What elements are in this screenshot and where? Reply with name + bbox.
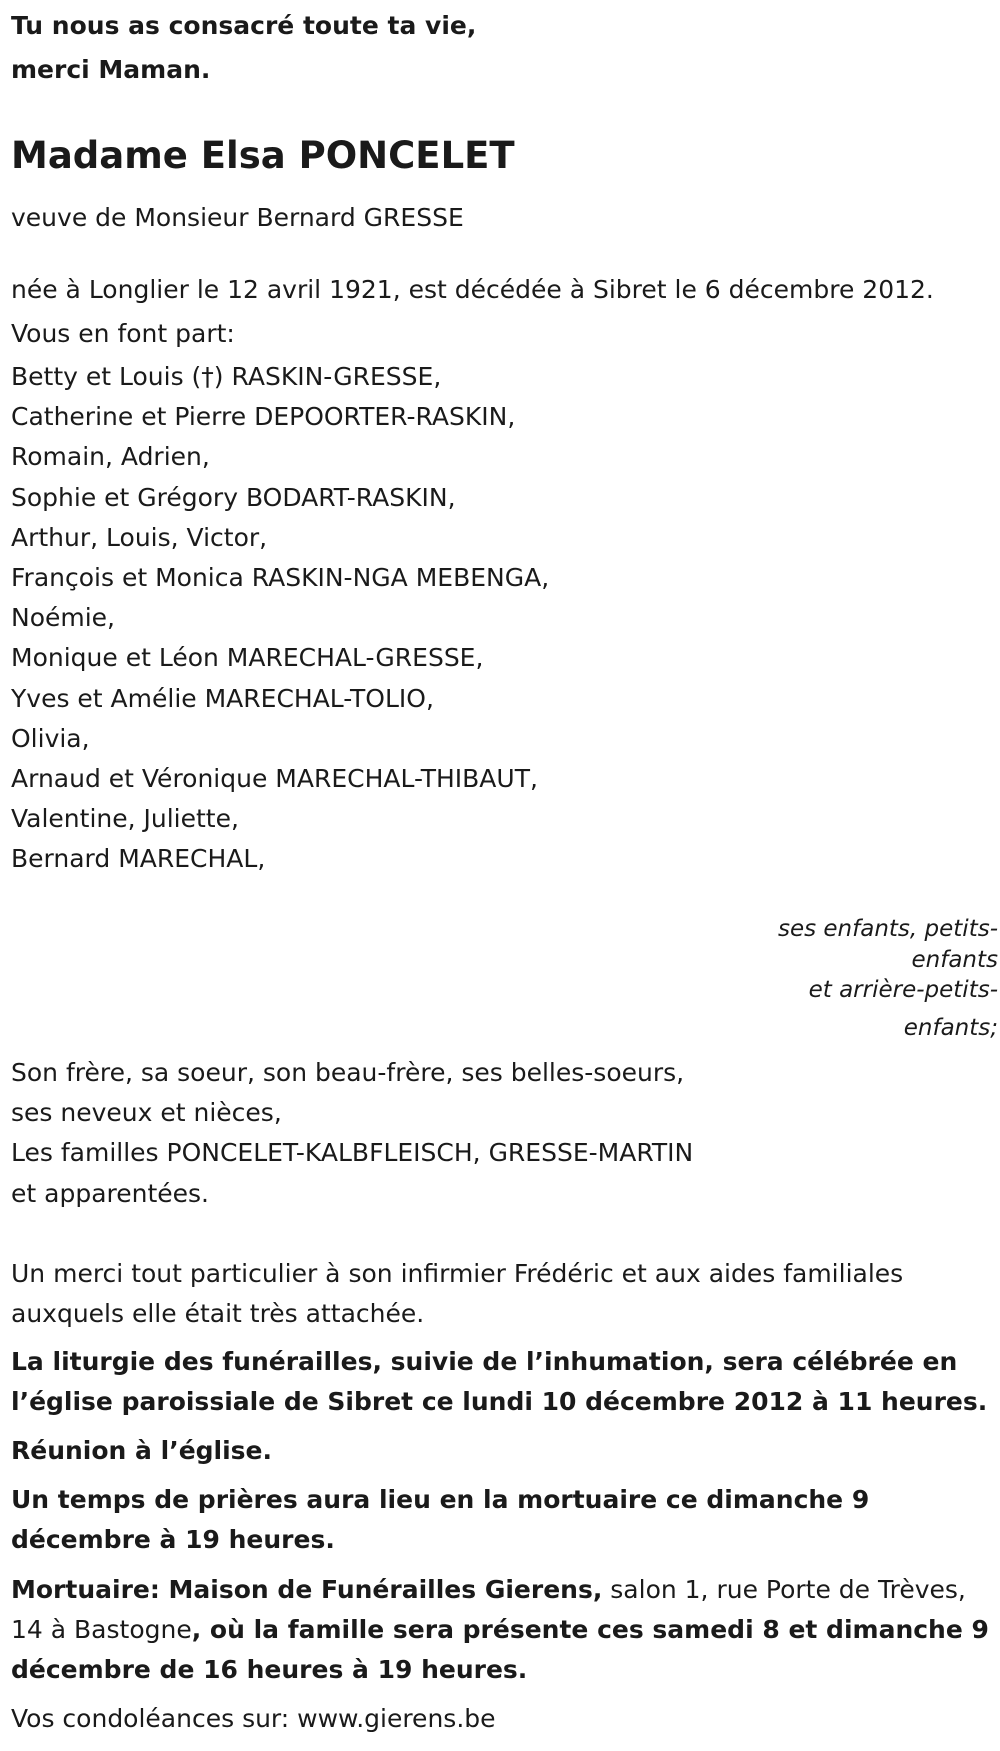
family-name: Romain, Adrien,: [11, 442, 210, 472]
family-name: Monique et Léon MARECHAL-GRESSE,: [11, 643, 484, 673]
condolences: Vos condoléances sur: www.gierens.be: [11, 1704, 496, 1733]
prayer: [11, 1480, 996, 1560]
family-name: Noémie,: [11, 603, 116, 633]
thanks: [11, 1254, 996, 1334]
relation-note-2: [809, 975, 998, 1050]
relation-line-1: ses enfants, petits-: [777, 916, 998, 942]
mortuary-presence-2: décembre de 16 heures à 19 heures.: [11, 1655, 528, 1684]
relation-note: [778, 914, 998, 976]
prayer-line-2: décembre à 19 heures.: [11, 1525, 335, 1554]
epigraph-line-2: merci Maman.: [11, 55, 211, 84]
mortuary-presence-1: , où la famille sera présente ces samedi 8 et dimanche 9: [191, 1615, 989, 1644]
epigraph-line-1: Tu nous as consacré toute ta vie,: [11, 11, 477, 40]
extended-family-line: Son frère, sa soeur, son beau-frère, ses belles-soeurs,: [11, 1058, 685, 1087]
family-name: François et Monica RASKIN-NGA MEBENGA,: [11, 563, 550, 593]
thanks-line-1: Un merci tout particulier à son infirmier Frédéric et aux aides familiales: [11, 1259, 904, 1288]
mortuary-line-2: [11, 1610, 996, 1650]
widow-of: veuve de Monsieur Bernard GRESSE: [11, 203, 464, 232]
family-name: Arthur, Louis, Victor,: [11, 522, 268, 552]
extended-family-line: et apparentées.: [11, 1178, 209, 1208]
mortuary-label: Mortuaire: Maison de Funérailles Gierens,: [11, 1575, 603, 1604]
relation-line-3: et arrière-petits-: [808, 977, 998, 1003]
mortuary: [11, 1570, 996, 1690]
family-name: Valentine, Juliette,: [11, 804, 239, 834]
extended-family-line: Les familles PONCELET-KALBFLEISCH, GRESSE-MARTIN: [11, 1138, 694, 1168]
liturgy-line-1: La liturgie des funérailles, suivie de l’inhumation, sera célébrée en: [11, 1347, 958, 1376]
mortuary-address-2: 14 à Bastogne: [11, 1615, 192, 1644]
family-name: Olivia,: [11, 723, 90, 753]
liturgy-line-2: l’église paroissiale de Sibret ce lundi 10 décembre 2012 à 11 heures.: [11, 1387, 988, 1416]
epigraph: [11, 4, 996, 92]
prayer-line-1: Un temps de prières aura lieu en la mortuaire ce dimanche 9: [11, 1485, 870, 1514]
family-name: Arnaud et Véronique MARECHAL-THIBAUT,: [11, 764, 538, 794]
announcers-intro: Vous en font part:: [11, 319, 235, 348]
thanks-line-2: auxquels elle était très attachée.: [11, 1299, 425, 1328]
deceased-name: Madame Elsa PONCELET: [11, 134, 515, 177]
birth-death: née à Longlier le 12 avril 1921, est décédée à Sibret le 6 décembre 2012.: [11, 275, 934, 304]
family-name: Sophie et Grégory BODART-RASKIN,: [11, 482, 456, 512]
mortuary-address-1: salon 1, rue Porte de Trèves,: [602, 1575, 966, 1604]
mortuary-line-1: [11, 1570, 996, 1610]
family-name: Yves et Amélie MARECHAL-TOLIO,: [11, 683, 434, 713]
family-name: Catherine et Pierre DEPOORTER-RASKIN,: [11, 402, 516, 432]
extended-family-line: ses neveux et nièces,: [11, 1098, 282, 1128]
family-name: Bernard MARECHAL,: [11, 844, 266, 874]
relation-line-4: enfants;: [903, 1015, 998, 1041]
extended-family: [11, 1053, 996, 1214]
liturgy: [11, 1342, 996, 1422]
meeting: Réunion à l’église.: [11, 1436, 273, 1465]
family-names-list: [11, 357, 996, 880]
family-name: Betty et Louis (†) RASKIN-GRESSE,: [11, 362, 442, 391]
relation-line-2: enfants: [911, 947, 998, 973]
